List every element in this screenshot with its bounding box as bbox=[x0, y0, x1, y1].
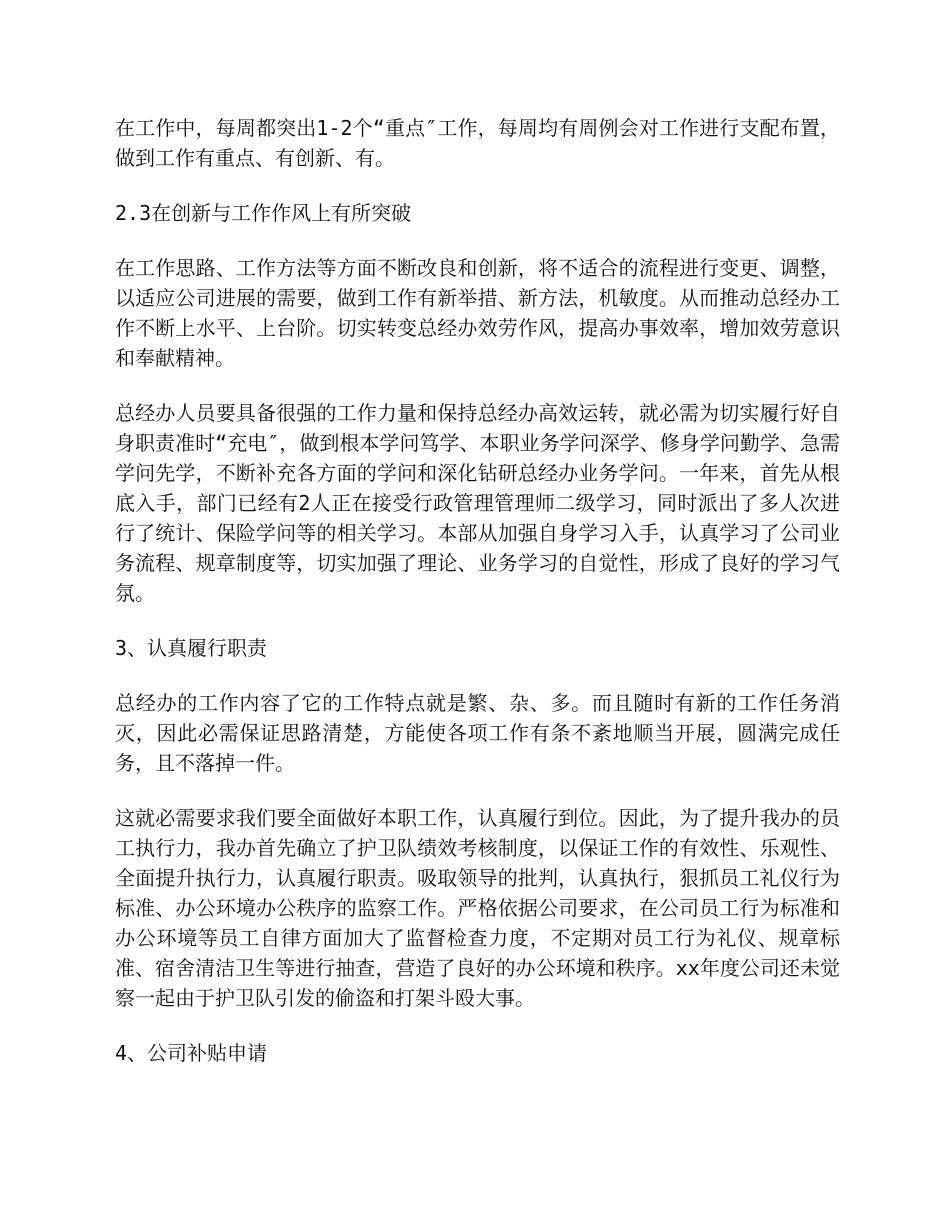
paragraph-work-features: 总经办的工作内容了它的工作特点就是繁、杂、多。而且随时有新的工作任务消灭，因此必需保证思路清楚，方能使各项工作有条不紊地顺当开展，圆满完成任务，且不落掉一件。 bbox=[115, 691, 840, 775]
document-body bbox=[115, 113, 840, 1093]
paragraph-innovation-methods: 在工作思路、工作方法等方面不断改良和创新，将不适合的流程进行变更、调整，以适应公司进展的需要，做到工作有新举措、新方法，机敏度。从而推动总经办工作不断上水平、上台阶。切实转变总经办效劳作风，提高办事效率，增加效劳意识和奉献精神。 bbox=[115, 256, 840, 370]
heading-3-duties: 3、认真履行职责 bbox=[115, 636, 268, 660]
heading-4-subsidy: 4、公司补贴申请 bbox=[115, 1041, 268, 1065]
paragraph-execution: 这就必需要求我们要全面做好本职工作，认真履行到位。因此，为了提升我办的员工执行力，我办首先确立了护卫队绩效考核制度，以保证工作的有效性、乐观性、全面提升执行力，认真履行职责。吸取领导的批判，认真执行，狠抓员工礼仪行为标准、办公环境办公秩序的监察工作。严格依据公司要求，在公司员工行为标准和办公环境等员工自律方面加大了监督检查力度，不定期对员工行为礼仪、规章标准、宿舍清洁卫生等进行抽查，营造了良好的办公环境和秩序。xx年度公司还未觉察一起由于护卫队引发的偷盗和打架斗殴大事。 bbox=[115, 806, 840, 1010]
paragraph-learning: 总经办人员要具备很强的工作力量和保持总经办高效运转，就必需为切实履行好自身职责准时“充电″，做到根本学问笃学、本职业务学问深学、修身学问勤学、急需学问先学，不断补充各方面的学问和深化钻研总经办业务学问。一年来，首先从根底入手，部门已经有2人正在接受行政管理管理师二级学习，同时派出了多人次进行了统计、保险学问等的相关学习。本部从加强自身学习入手，认真学习了公司业务流程、规章制度等，切实加强了理论、业务学习的自觉性，形成了良好的学习气氛。 bbox=[115, 401, 840, 605]
heading-2-3-innovation: 2.3在创新与工作作风上有所突破 bbox=[115, 201, 412, 225]
paragraph-weekly-focus: 在工作中，每周都突出1-2个“重点″工作，每周均有周例会对工作进行支配布置，做到工作有重点、有创新、有。 bbox=[115, 116, 840, 170]
